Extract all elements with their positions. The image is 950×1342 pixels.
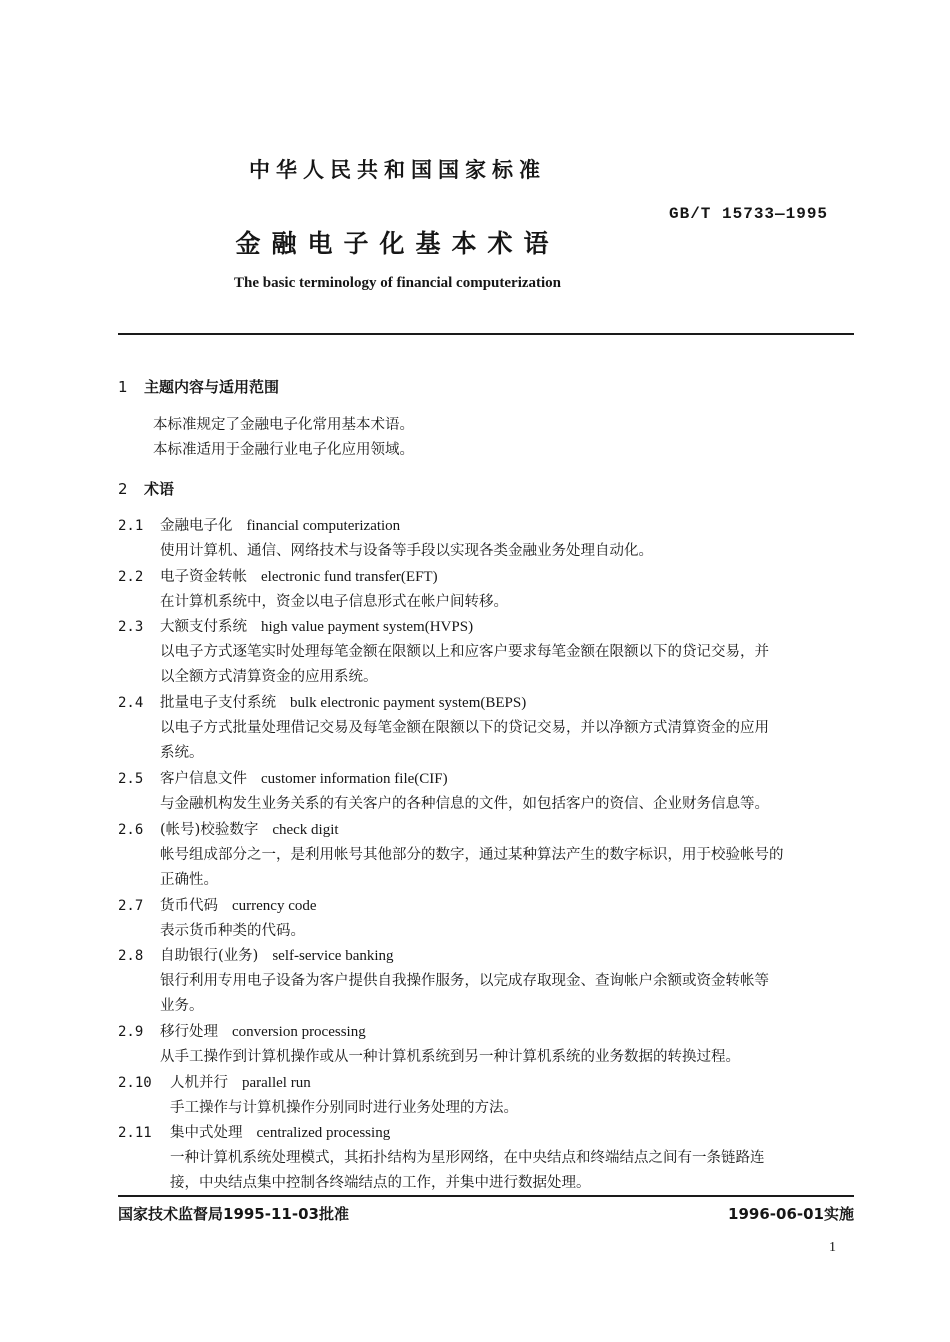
document-title-en: The basic terminology of financial computerization	[233, 275, 562, 291]
term-number: 2.10	[118, 1075, 152, 1091]
term-2-8-heading	[118, 944, 394, 965]
term-definition: 以电子方式逐笔实时处理每笔金额在限额以上和应客户要求每笔金额在限额以下的贷记交易，并	[160, 644, 769, 660]
term-number: 2.3	[118, 619, 144, 635]
term-en: bulk electronic payment system(BEPS)	[290, 695, 527, 711]
header-divider	[118, 333, 854, 335]
term-en: self-service banking	[272, 948, 394, 964]
term-en: currency code	[232, 898, 317, 914]
term-definition: 手工操作与计算机操作分别同时进行业务处理的方法。	[170, 1100, 518, 1116]
term-2-10-heading	[118, 1071, 311, 1092]
term-2-11-heading	[118, 1121, 390, 1142]
term-number: 2.7	[118, 898, 144, 914]
section-title: 主题内容与适用范围	[144, 378, 280, 396]
term-en: conversion processing	[232, 1024, 366, 1040]
term-en: customer information file(CIF)	[261, 771, 448, 787]
term-number: 2.6	[118, 822, 144, 838]
term-zh: 客户信息文件	[160, 771, 247, 787]
term-number: 2.4	[118, 695, 144, 711]
term-zh: 自助银行(业务)	[160, 948, 259, 964]
term-en: check digit	[272, 822, 339, 838]
term-definition: 与金融机构发生业务关系的有关客户的各种信息的文件，如包括客户的资信、企业财务信息等。	[160, 796, 769, 812]
paragraph: 本标准适用于金融行业电子化应用领域。	[153, 442, 414, 458]
paragraph: 本标准规定了金融电子化常用基本术语。	[153, 417, 414, 433]
national-standard-heading: 中华人民共和国国家标准	[249, 158, 546, 182]
term-2-4-heading	[118, 691, 526, 712]
section-title: 术语	[144, 480, 175, 498]
section-number: 1	[118, 378, 128, 396]
term-number: 2.1	[118, 518, 144, 534]
term-definition: 接，中央结点集中控制各终端结点的工作，并集中进行数据处理。	[170, 1175, 591, 1191]
term-zh: 批量电子支付系统	[160, 695, 276, 711]
term-definition: 从手工操作到计算机操作或从一种计算机系统到另一种计算机系统的业务数据的转换过程。	[160, 1049, 740, 1065]
term-zh: 大额支付系统	[160, 619, 247, 635]
section-1-heading	[118, 376, 279, 397]
term-en: high value payment system(HVPS)	[261, 619, 474, 635]
term-en: financial computerization	[246, 518, 401, 534]
standard-code: GB/T 15733—1995	[669, 205, 829, 223]
term-zh: (帐号)校验数字	[160, 822, 259, 838]
term-definition: 一种计算机系统处理模式，其拓扑结构为星形网络，在中央结点和终端结点之间有一条链路连	[170, 1150, 765, 1166]
term-number: 2.5	[118, 771, 144, 787]
term-zh: 金融电子化	[160, 518, 233, 534]
implementation-date: 1996-06-01实施	[728, 1205, 854, 1223]
term-definition: 使用计算机、通信、网络技术与设备等手段以实现各类金融业务处理自动化。	[160, 543, 653, 559]
term-definition: 正确性。	[160, 872, 218, 888]
term-definition: 以电子方式批量处理借记交易及每笔金额在限额以下的贷记交易，并以净额方式清算资金的应用	[160, 720, 769, 736]
section-2-heading	[118, 478, 174, 499]
term-definition: 系统。	[160, 745, 204, 761]
term-2-6-heading	[118, 818, 339, 839]
term-en: electronic fund transfer(EFT)	[261, 569, 438, 585]
term-en: parallel run	[242, 1075, 311, 1091]
term-2-1-heading	[118, 514, 400, 535]
term-definition: 银行利用专用电子设备为客户提供自我操作服务，以完成存取现金、查询帐户余额或资金转帐等	[160, 973, 769, 989]
approval-date: 国家技术监督局1995-11-03批准	[118, 1205, 349, 1223]
term-zh: 电子资金转帐	[160, 569, 247, 585]
term-2-7-heading	[118, 894, 317, 915]
term-zh: 移行处理	[160, 1024, 218, 1040]
term-2-9-heading	[118, 1020, 366, 1041]
term-number: 2.11	[118, 1125, 152, 1141]
footer-divider	[118, 1195, 854, 1197]
section-number: 2	[118, 480, 128, 498]
term-2-2-heading	[118, 565, 438, 586]
term-zh: 货币代码	[160, 898, 218, 914]
term-definition: 业务。	[160, 998, 204, 1014]
term-number: 2.2	[118, 569, 144, 585]
term-definition: 以全额方式清算资金的应用系统。	[160, 669, 378, 685]
term-2-3-heading	[118, 615, 473, 636]
term-definition: 表示货币种类的代码。	[160, 923, 305, 939]
term-zh: 人机并行	[170, 1075, 228, 1091]
term-definition: 帐号组成部分之一，是利用帐号其他部分的数字，通过某种算法产生的数字标识，用于校验帐号的	[160, 847, 784, 863]
term-number: 2.8	[118, 948, 144, 964]
term-definition: 在计算机系统中，资金以电子信息形式在帐户间转移。	[160, 594, 508, 610]
page-number: 1	[829, 1240, 836, 1255]
term-2-5-heading	[118, 767, 448, 788]
term-en: centralized processing	[256, 1125, 391, 1141]
term-zh: 集中式处理	[170, 1125, 243, 1141]
term-number: 2.9	[118, 1024, 144, 1040]
document-title-zh: 金融电子化基本术语	[235, 229, 560, 258]
